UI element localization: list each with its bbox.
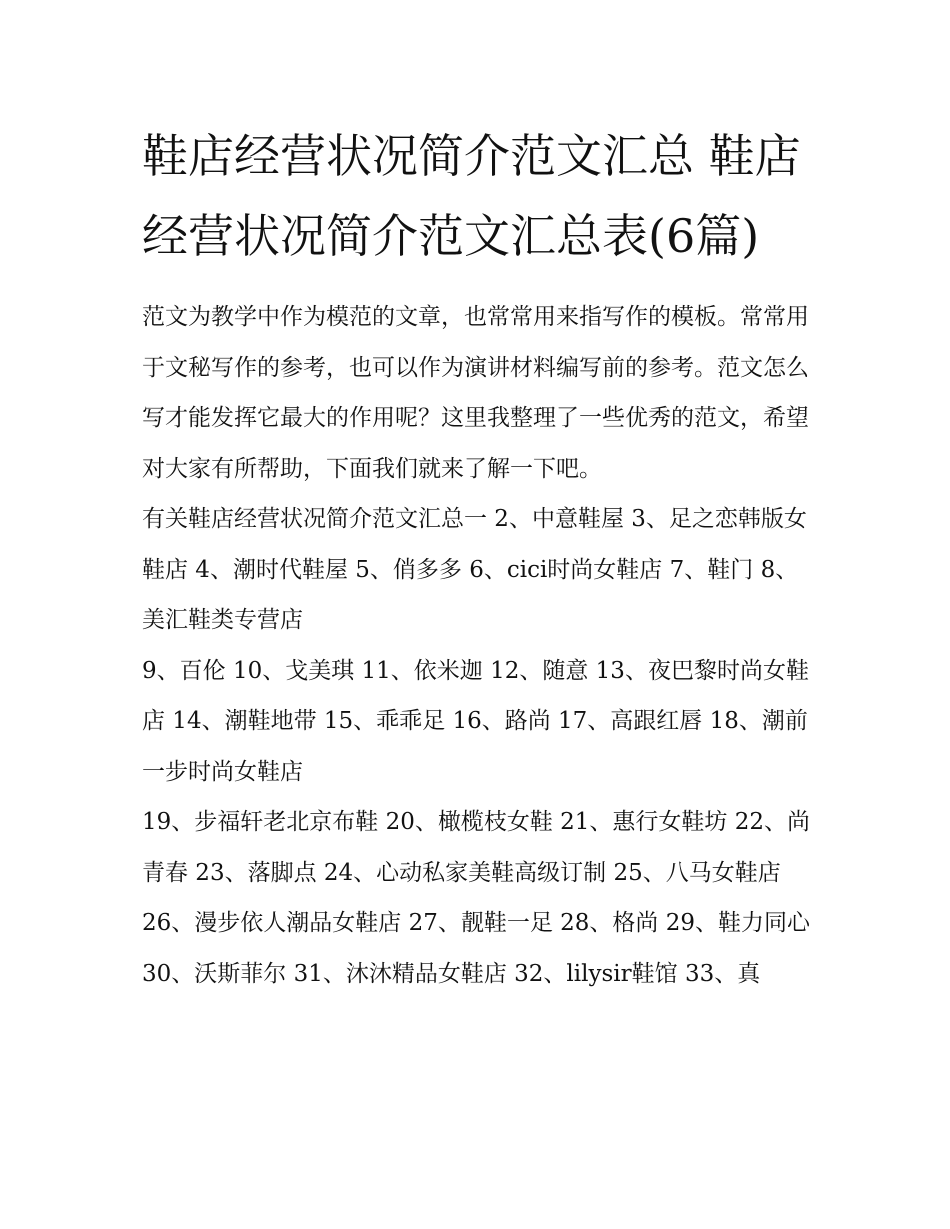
shoe-store-names-paragraph: 26、漫步依人潮品女鞋店 27、靓鞋一足 28、格尚 29、鞋力同心 30、沃斯菲尔 31、沐沐精品女鞋店 32、lilysir鞋馆 33、真 (142, 910, 810, 987)
intro-paragraph: 范文为教学中作为模范的文章，也常常用来指写作的模板。常常用于文秘写作的参考，也可以作为演讲材料编写前的参考。范文怎么写才能发挥它最大的作用呢？这里我整理了一些优秀的范文，希望对大家有所帮助，下面我们就来了解一下吧。 (142, 304, 809, 482)
document-content (142, 116, 814, 999)
shoe-store-names-paragraph: 19、步福轩老北京布鞋 20、橄榄枝女鞋 21、惠行女鞋坊 22、尚青春 23、落脚点 24、心动私家美鞋高级订制 25、八马女鞋店 (142, 809, 810, 886)
document-body (142, 292, 814, 999)
shoe-store-names-paragraph: 有关鞋店经营状况简介范文汇总一 2、中意鞋屋 3、足之恋韩版女鞋店 4、潮时代鞋屋 5、俏多多 6、cici时尚女鞋店 7、鞋门 8、美汇鞋类专营店 (142, 506, 807, 633)
document-title: 鞋店经营状况简介范文汇总 鞋店经营状况简介范文汇总表(6篇) (142, 129, 801, 263)
shoe-store-names-paragraph: 9、百伦 10、戈美琪 11、依米迦 12、随意 13、夜巴黎时尚女鞋店 14、潮鞋地带 15、乖乖足 16、路尚 17、高跟红唇 18、潮前一步时尚女鞋店 (142, 657, 809, 785)
